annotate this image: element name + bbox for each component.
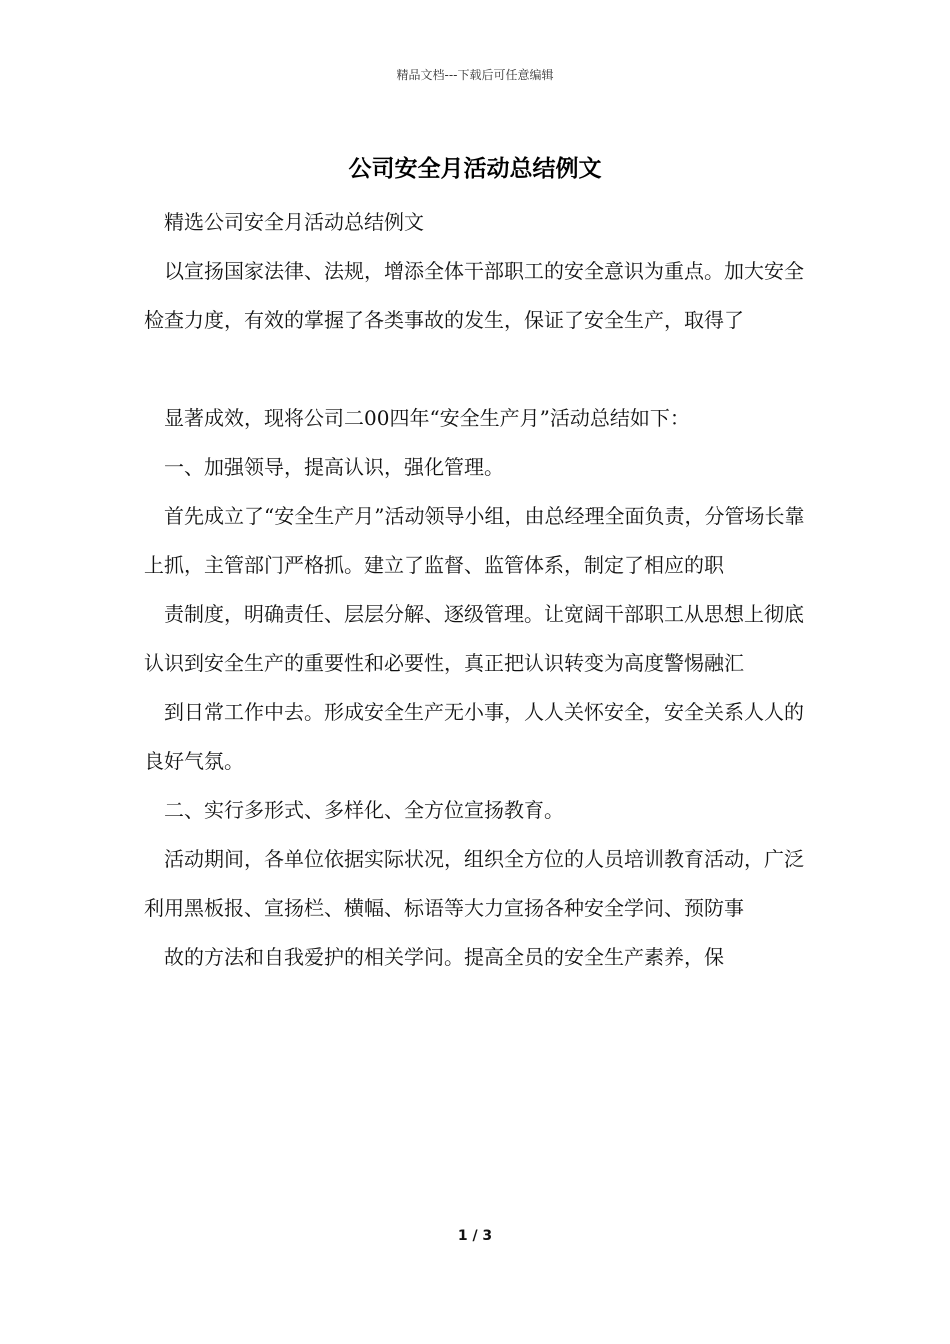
page-header: 精品文档---下载后可任意编辑 [396,68,554,82]
paragraph-2 [144,394,808,443]
paragraph-7 [144,786,808,835]
paragraph-9 [144,933,808,982]
paragraph-3 [144,443,808,492]
paragraph-5-text: 责制度，明确责任、层层分解、逐级管理。让宽阔干部职工从思想上彻底认识到安全生产的重要性和必要性，真正把认识转变为高度警惕融汇 [144,602,804,675]
paragraph-7-text: 二、实行多形式、多样化、全方位宣扬教育。 [164,798,564,822]
paragraph-1: 以宣扬国家法律、法规，增添全体干部职工的安全意识为重点。加大安全检查力度，有效的掌握了各类事故的发生，保证了安全生产，取得了 [144,259,804,332]
document-title: 公司安全月活动总结例文 [348,155,602,182]
paragraph-3-text: 一、加强领导，提高认识，强化管理。 [164,455,504,479]
subtitle-text: 精选公司安全月活动总结例文 [164,210,424,234]
paragraph-8-text: 活动期间，各单位依据实际状况，组织全方位的人员培训教育活动，广泛利用黑板报、宣扬栏、横幅、标语等大力宣扬各种安全学问、预防事 [144,847,804,920]
paragraph-gap [144,345,808,394]
paragraph-8 [144,835,808,933]
paragraph-2-text: 显著成效，现将公司二00四年“安全生产月”活动总结如下： [164,406,690,430]
paragraph-4 [144,492,808,590]
document-subtitle [144,198,808,247]
paragraph-6 [144,688,808,786]
page-indicator: 1 / 3 [457,1228,493,1244]
paragraph-5 [144,590,808,688]
paragraph-6-text: 到日常工作中去。形成安全生产无小事，人人关怀安全，安全关系人人的良好气氛。 [144,700,804,773]
document-body [144,198,808,982]
paragraph-4-text: 首先成立了“安全生产月”活动领导小组，由总经理全面负责，分管场长靠上抓，主管部门严格抓。建立了监督、监管体系，制定了相应的职 [144,504,805,577]
paragraph-9-text: 故的方法和自我爱护的相关学问。提高全员的安全生产素养，保 [164,945,724,969]
